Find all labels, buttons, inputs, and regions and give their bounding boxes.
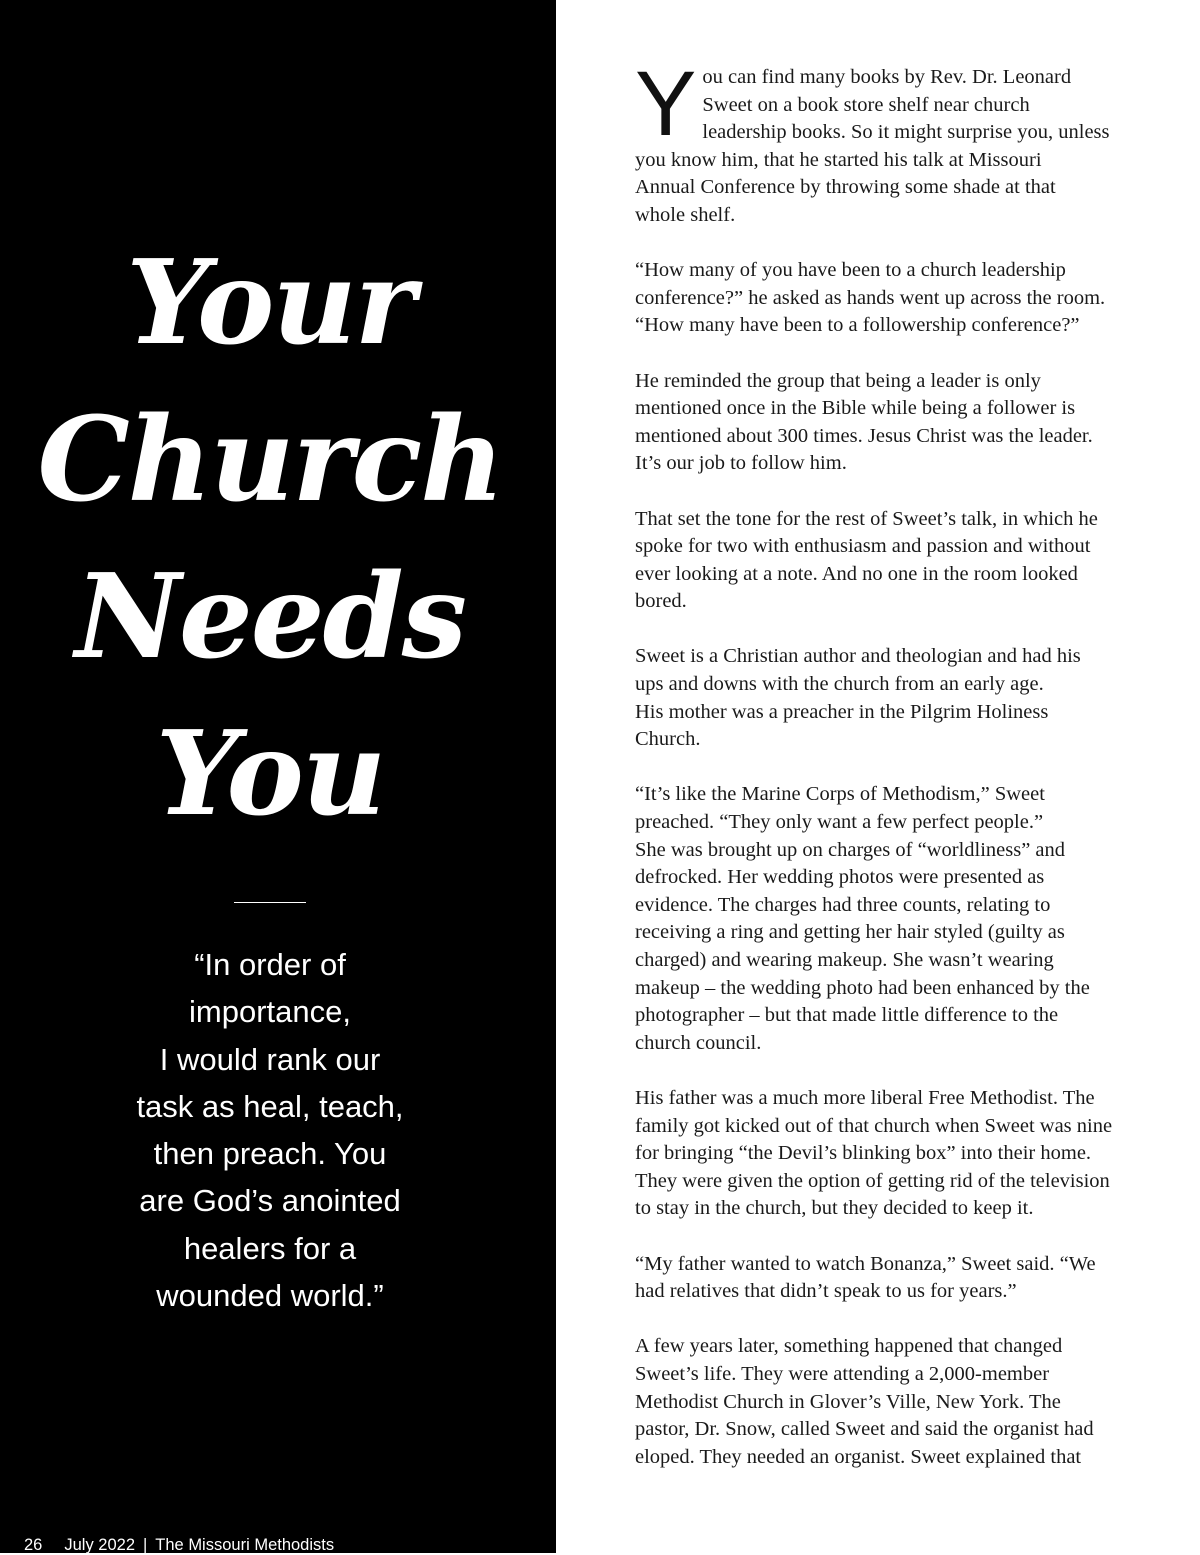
left-panel <box>0 0 556 1553</box>
article-line: Methodist Church in Glover’s Ville, New York. The <box>635 1390 1061 1413</box>
article-paragraph <box>635 257 1135 340</box>
article-line: had relatives that didn’t speak to us for years.” <box>635 1280 1017 1303</box>
article-paragraph <box>635 1085 1135 1223</box>
article-line: “How many have been to a followership conference?” <box>635 314 1080 337</box>
article-line: ou can find many books by Rev. Dr. Leonard <box>702 66 1072 88</box>
article-paragraph <box>635 643 1135 753</box>
article-line: makeup – the wedding photo had been enhanced by the <box>635 976 1090 999</box>
article-line: Sweet’s life. They were attending a 2,000-member <box>635 1362 1050 1385</box>
article-paragraph <box>635 368 1135 478</box>
issue-date: July 2022 <box>64 1536 135 1554</box>
article-line: charged) and wearing makeup. She wasn’t wearing <box>635 949 1054 971</box>
pull-quote-line: I would rank our <box>159 1041 381 1077</box>
headline-line: Church <box>37 392 503 528</box>
pull-quote-line: task as heal, teach, <box>136 1088 404 1124</box>
pull-quote-line: importance, <box>189 994 351 1030</box>
article-line: church council. <box>635 1031 762 1054</box>
pull-quote <box>100 941 440 1319</box>
pull-quote-line: healers for a <box>183 1230 357 1266</box>
footer-separator: | <box>143 1536 148 1554</box>
article-line: receiving a ring and getting her hair styled (guilty as <box>635 921 1065 944</box>
article-line: mentioned about 300 times. Jesus Christ was the leader. <box>635 424 1093 447</box>
pull-quote-line: “In order of <box>194 947 346 982</box>
article-line: family got kicked out of that church when Sweet was nine <box>635 1114 1113 1137</box>
headline-line: You <box>155 706 385 842</box>
article-line: Sweet is a Christian author and theologian and had his <box>635 645 1081 668</box>
divider <box>234 902 306 903</box>
headline-line: Your <box>126 235 414 371</box>
article-line: “It’s like the Marine Corps of Methodism,” Sweet <box>635 783 1045 806</box>
article-line: whole shelf. <box>635 203 736 226</box>
article-line: pastor, Dr. Snow, called Sweet and said the organist had <box>635 1418 1094 1441</box>
article-line: preached. “They only want a few perfect people.” <box>635 811 1044 834</box>
article-line: He reminded the group that being a leader is only <box>635 369 1041 392</box>
page-number: 26 <box>24 1536 43 1554</box>
article-paragraph <box>635 1333 1135 1471</box>
page-footer <box>24 1535 334 1555</box>
pull-quote-line: then preach. You <box>153 1136 387 1172</box>
headline <box>0 225 540 853</box>
article-line: spoke for two with enthusiasm and passion and without <box>635 535 1091 558</box>
pull-quote-line: wounded world.” <box>156 1278 384 1314</box>
article-line: you know him, that he started his talk at Missouri <box>635 148 1042 171</box>
article-line: evidence. The charges had three counts, relating to <box>635 893 1051 916</box>
article-line: bored. <box>635 590 687 613</box>
drop-cap: Y <box>635 53 697 155</box>
article-line: “How many of you have been to a church leadership <box>635 259 1066 282</box>
article-line: A few years later, something happened that changed <box>635 1335 1063 1358</box>
pull-quote-line: are God’s anointed <box>139 1183 401 1219</box>
article-body <box>635 53 1135 1499</box>
article-line: His mother was a preacher in the Pilgrim Holiness <box>635 700 1049 723</box>
article-paragraph <box>635 1251 1135 1306</box>
article-line: She was brought up on charges of “worldliness” and <box>635 838 1066 861</box>
article-line: Annual Conference by throwing some shade at that <box>635 176 1056 199</box>
article-line: ups and downs with the church from an early age. <box>635 673 1044 696</box>
article-line: photographer – but that made little difference to the <box>635 1004 1059 1027</box>
article-paragraph <box>635 53 1135 230</box>
article-line: defrocked. Her wedding photos were presented as <box>635 866 1045 889</box>
article-line: It’s our job to follow him. <box>635 452 847 475</box>
article-line: to stay in the church, but they decided to keep it. <box>635 1197 1034 1220</box>
article-line: That set the tone for the rest of Sweet’s talk, in which he <box>635 507 1098 530</box>
headline-line: Needs <box>74 549 466 685</box>
article-line: mentioned once in the Bible while being a follower is <box>635 397 1076 420</box>
article-line: eloped. They needed an organist. Sweet explained that <box>635 1445 1082 1468</box>
article-line: “My father wanted to watch Bonanza,” Sweet said. “We <box>635 1252 1096 1275</box>
article-line: ever looking at a note. And no one in the room looked <box>635 562 1078 585</box>
article-line: conference?” he asked as hands went up across the room. <box>635 286 1106 309</box>
article-line: leadership books. So it might surprise you, unless <box>702 121 1110 144</box>
article-line: They were given the option of getting rid of the television <box>635 1169 1110 1192</box>
article-line: Church. <box>635 728 701 751</box>
article-paragraph <box>635 506 1135 616</box>
article-line: for bringing “the Devil’s blinking box” into their home. <box>635 1142 1092 1165</box>
article-paragraph <box>635 781 1135 1057</box>
article-line: His father was a much more liberal Free Methodist. The <box>635 1086 1095 1109</box>
article-line: Sweet on a book store shelf near church <box>702 93 1030 116</box>
publication-name: The Missouri Methodists <box>155 1536 335 1554</box>
